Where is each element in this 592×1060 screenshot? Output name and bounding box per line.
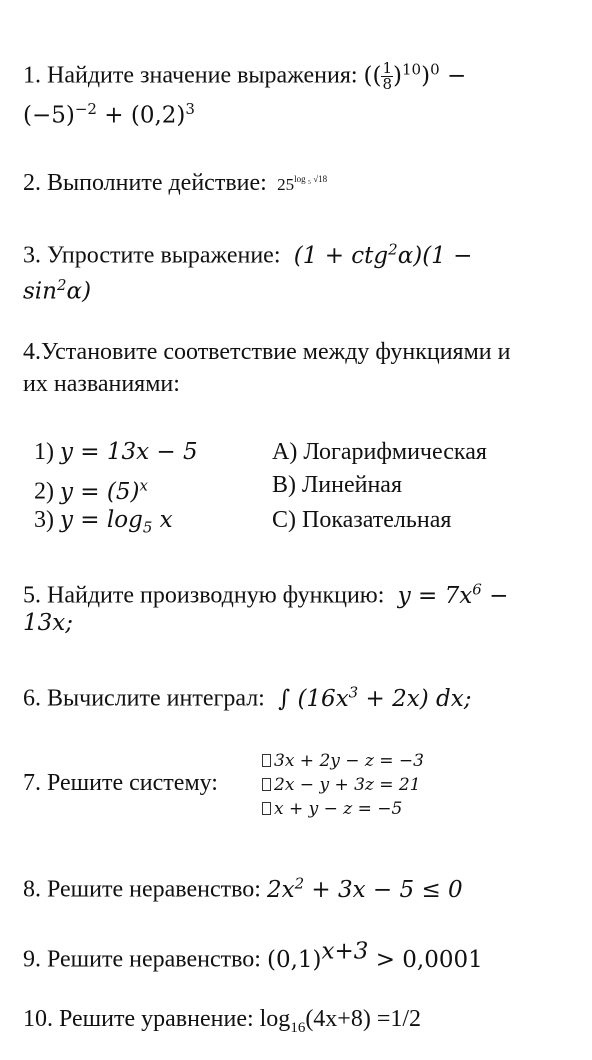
equation-2: 2x − y + 3z = 21: [262, 773, 424, 797]
problem-5-expression: $y = 7x^6$ −: [397, 580, 509, 609]
function-3: 3) $y = \log_5 x$: [34, 507, 173, 537]
problem-4-line-1: 4.Установите соответствие между функциями и: [23, 339, 511, 365]
function-2: 2) $y = (5)^x$: [34, 476, 148, 505]
problem-9: [23, 936, 483, 975]
problem-6-text: 6. Вычислите интеграл:: [23, 685, 265, 712]
problem-2-expression: $25^{log _5 √18}$: [277, 174, 328, 194]
problem-6: [23, 677, 471, 714]
problem-5-line-2: 13x;: [23, 610, 73, 636]
problem-9-expression: $(0,1)^{x+3} > 0,0001$: [266, 938, 483, 973]
problem-2-text: 2. Выполните действие:: [23, 170, 267, 196]
problem-3-line-1: [23, 234, 472, 271]
problem-1-line-2: $(-5)^{-2} + (0,2)^3$: [23, 100, 195, 129]
equation-system: [262, 749, 424, 821]
missing-glyph-icon: [262, 778, 271, 791]
problem-4-line-2: их названиями:: [23, 371, 180, 397]
problem-6-expression: ∫ $(16x^3 + 2x)$ dx;: [278, 683, 472, 712]
problem-8-expression: $2x^2 + 3x - 5 \le 0$: [266, 874, 463, 903]
problem-5-text: 5. Найдите производную функцию:: [23, 582, 385, 609]
equation-1: 3x + 2y − z = −3: [262, 749, 424, 773]
missing-glyph-icon: [262, 802, 271, 815]
missing-glyph-icon: [262, 754, 271, 767]
problem-1-expression: (( $\frac{1}{8}$ )$^{10}$)$^0$ −: [363, 59, 467, 94]
problem-3-expression: (1 + ctg$^2$α)(1 −: [293, 240, 473, 269]
problem-3-line-2: $\sin^2\alpha$): [23, 276, 92, 305]
name-b: B) Линейная: [272, 472, 402, 498]
problem-10: 10. Решите уравнение: $\log_{16}(4x+8) =1/2$: [23, 1006, 422, 1036]
problem-9-text: 9. Решите неравенство:: [23, 946, 261, 973]
problem-8-text: 8. Решите неравенство:: [23, 876, 261, 903]
name-c: C) Показательная: [272, 507, 452, 533]
problem-7-text: 7. Решите систему:: [23, 770, 218, 796]
problem-5-line-1: [23, 574, 508, 611]
problem-8: [23, 868, 463, 905]
fraction: $\frac{1}{8}$: [382, 59, 393, 94]
equation-3: x + y − z = −5: [262, 797, 424, 821]
problem-2: [23, 164, 327, 200]
problem-1-text: 1. Найдите значение выражения:: [23, 62, 358, 89]
problem-3-text: 3. Упростите выражение:: [23, 242, 281, 269]
name-a: A) Логарифмическая: [272, 439, 487, 465]
problem-1-line-1: [23, 54, 466, 92]
function-1: 1) y = 13x − 5: [34, 439, 198, 465]
